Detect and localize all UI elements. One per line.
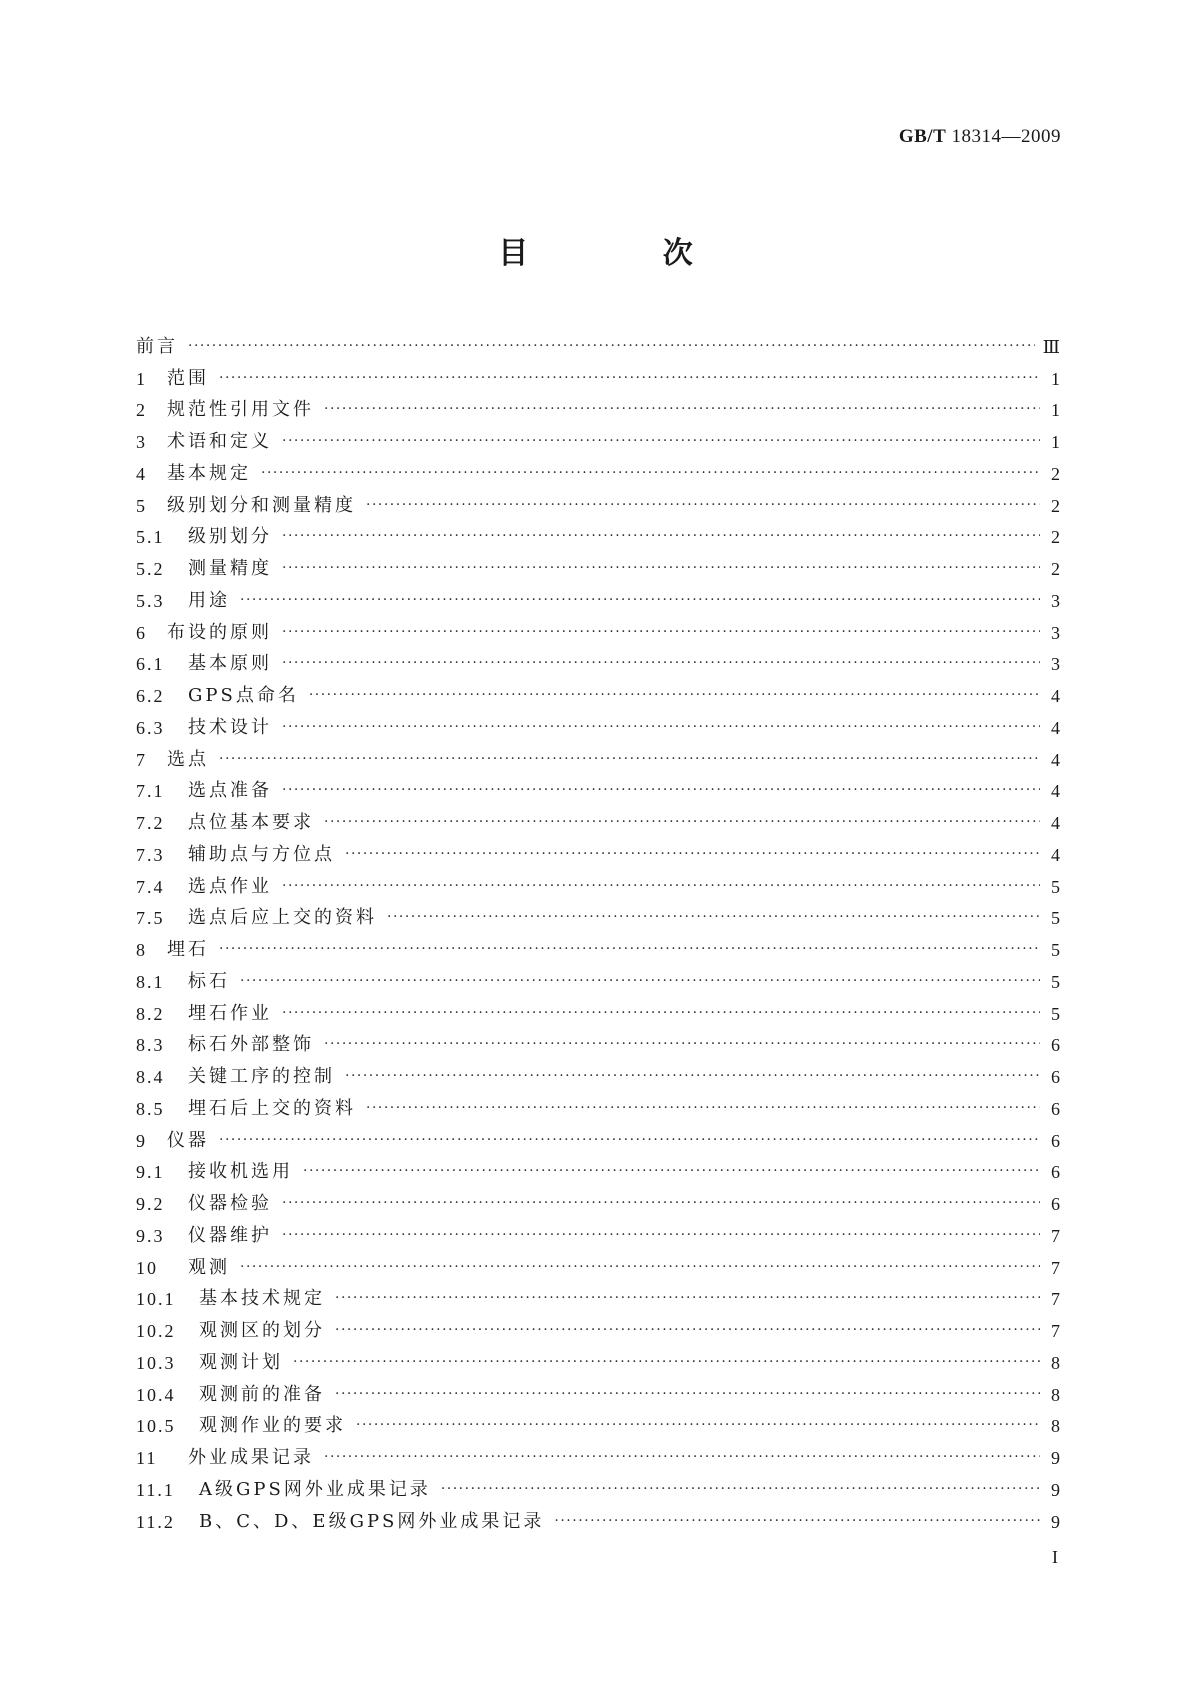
toc-entry-number: 5.3	[136, 590, 165, 611]
toc-entry-page: 1	[1051, 368, 1060, 389]
toc-entry-number: 7.4	[136, 876, 165, 897]
toc-entry-page: 2	[1051, 559, 1060, 580]
toc-entry-number: 8	[136, 940, 147, 961]
toc-entry[interactable]	[136, 1474, 1060, 1506]
toc-leader-dots	[282, 559, 1040, 577]
toc-leader-dots	[345, 1067, 1040, 1085]
toc-entry-title: 选点作业	[188, 875, 272, 897]
toc-entry[interactable]	[136, 966, 1060, 998]
toc-leader-dots	[240, 1258, 1040, 1276]
toc-entry-title: 选点后应上交的资料	[188, 907, 377, 929]
toc-entry-number: 5.2	[136, 559, 165, 580]
toc-entry[interactable]	[136, 331, 1060, 363]
toc-leader-dots	[282, 781, 1040, 799]
toc-entry-title: 标石	[188, 970, 230, 992]
toc-entry-title: 辅助点与方位点	[188, 843, 335, 865]
toc-entry-number: 11.2	[136, 1511, 175, 1532]
toc-entry-page: 5	[1051, 1003, 1060, 1024]
toc-entry-number: 10.1	[136, 1289, 176, 1310]
toc-entry-title: 布设的原则	[167, 621, 272, 643]
toc-leader-dots	[282, 623, 1040, 641]
toc-entry-number: 10.5	[136, 1416, 176, 1437]
toc-entry-title: 基本技术规定	[199, 1288, 325, 1310]
toc-entry-page: 6	[1051, 1194, 1060, 1215]
toc-leader-dots	[324, 813, 1040, 831]
toc-entry-page: 4	[1051, 686, 1060, 707]
toc-entry-title: 埋石	[167, 939, 209, 961]
toc-entry-number: 8.3	[136, 1035, 165, 1056]
toc-entry[interactable]	[136, 363, 1060, 395]
toc-entry-title: 仪器	[167, 1129, 209, 1151]
toc-entry-page: 7	[1051, 1257, 1060, 1278]
toc-entry-number: 10.2	[136, 1321, 176, 1342]
toc-entry[interactable]	[136, 1284, 1060, 1316]
toc-entry-title: 关键工序的控制	[188, 1066, 335, 1088]
toc-entry[interactable]	[136, 871, 1060, 903]
toc-entry-number: 3	[136, 432, 147, 453]
toc-leader-dots	[366, 496, 1040, 514]
toc-entry[interactable]	[136, 1411, 1060, 1443]
toc-entry-title: 仪器检验	[188, 1193, 272, 1215]
toc-entry[interactable]	[136, 1315, 1060, 1347]
toc-entry-page: 2	[1051, 527, 1060, 548]
toc-leader-dots	[282, 527, 1040, 545]
toc-entry-number: 6.3	[136, 717, 165, 738]
toc-leader-dots	[282, 877, 1040, 895]
toc-entry-page: 8	[1051, 1384, 1060, 1405]
toc-entry-number: 8.1	[136, 971, 165, 992]
toc-leader-dots	[303, 1162, 1040, 1180]
standard-prefix: GB/T	[898, 126, 947, 147]
toc-leader-dots	[282, 1004, 1040, 1022]
toc-entry-number: 5.1	[136, 527, 165, 548]
toc-entry-page: 6	[1051, 1162, 1060, 1183]
toc-entry[interactable]	[136, 1188, 1060, 1220]
toc-leader-dots	[282, 432, 1040, 450]
toc-entry-page: 8	[1051, 1416, 1060, 1437]
toc-entry-number: 6.2	[136, 686, 165, 707]
toc-entry[interactable]	[136, 807, 1060, 839]
toc-leader-dots	[324, 1035, 1040, 1053]
toc-entry[interactable]	[136, 522, 1060, 554]
toc-leader-dots	[240, 591, 1040, 609]
toc-entry[interactable]	[136, 744, 1060, 776]
toc-entry-page: 7	[1051, 1289, 1060, 1310]
toc-entry[interactable]	[136, 712, 1060, 744]
toc-leader-dots	[335, 1289, 1040, 1307]
toc-entry-page: 7	[1051, 1321, 1060, 1342]
toc-entry[interactable]	[136, 649, 1060, 681]
toc-entry-number: 9.3	[136, 1225, 165, 1246]
toc-leader-dots	[282, 718, 1040, 736]
toc-leader-dots	[309, 686, 1040, 704]
toc-entry-page: 6	[1051, 1130, 1060, 1151]
toc-entry-number: 6	[136, 622, 147, 643]
toc-leader-dots	[554, 1512, 1040, 1530]
toc-entry-page: 4	[1051, 781, 1060, 802]
toc-entry-title: 仪器维护	[188, 1224, 272, 1246]
toc-leader-dots	[335, 1321, 1040, 1339]
toc-entry[interactable]	[136, 839, 1060, 871]
toc-entry-number: 8.5	[136, 1098, 165, 1119]
toc-entry-title: 选点	[167, 748, 209, 770]
toc-entry-title: 观测区的划分	[199, 1320, 325, 1342]
toc-leader-dots	[441, 1480, 1040, 1498]
toc-entry[interactable]	[136, 395, 1060, 427]
toc-entry-page: Ⅲ	[1042, 336, 1060, 357]
toc-entry-page: 8	[1051, 1352, 1060, 1373]
toc-entry-page: 3	[1051, 654, 1060, 675]
toc-entry-page: 2	[1051, 463, 1060, 484]
toc-entry[interactable]	[136, 1030, 1060, 1062]
toc-entry-number: 7.2	[136, 813, 165, 834]
toc-entry[interactable]	[136, 553, 1060, 585]
toc-entry-page: 2	[1051, 495, 1060, 516]
toc-entry-number: 7	[136, 749, 147, 770]
toc-entry-page: 9	[1051, 1511, 1060, 1532]
toc-entry-title: GPS点命名	[188, 685, 299, 707]
toc-leader-dots	[324, 400, 1040, 418]
toc-entry-title: 级别划分	[188, 526, 272, 548]
toc-entry-title: 规范性引用文件	[167, 399, 314, 421]
toc-entry-page: 5	[1051, 876, 1060, 897]
toc-leader-dots	[219, 940, 1040, 958]
toc-leader-dots	[219, 1131, 1040, 1149]
toc-entry-title: 外业成果记录	[188, 1447, 314, 1469]
toc-entry-title: 接收机选用	[188, 1161, 293, 1183]
toc-entry-page: 1	[1051, 432, 1060, 453]
toc-entry-number: 1	[136, 368, 147, 389]
toc-entry-page: 5	[1051, 971, 1060, 992]
toc-entry-number: 7.1	[136, 781, 165, 802]
toc-leader-dots	[293, 1353, 1040, 1371]
toc-entry-number: 4	[136, 463, 147, 484]
toc-entry-title: 选点准备	[188, 780, 272, 802]
toc-entry-page: 9	[1051, 1479, 1060, 1500]
toc-entry-number: 2	[136, 400, 147, 421]
toc-entry-number: 7.3	[136, 844, 165, 865]
toc-entry[interactable]	[136, 1252, 1060, 1284]
toc-entry-title: 观测前的准备	[199, 1383, 325, 1405]
toc-entry[interactable]	[136, 1125, 1060, 1157]
toc-entry-title: 用途	[188, 589, 230, 611]
toc-entry-title: B、C、D、E级GPS网外业成果记录	[199, 1510, 545, 1532]
toc-entry-title: 观测计划	[199, 1351, 283, 1373]
toc-entry-number: 10	[136, 1257, 158, 1278]
toc-entry-title: 观测作业的要求	[199, 1415, 346, 1437]
toc-entry-number: 5	[136, 495, 147, 516]
page-number: I	[1052, 1547, 1058, 1567]
toc-entry-page: 3	[1051, 590, 1060, 611]
toc-entry-page: 1	[1051, 400, 1060, 421]
toc-entry[interactable]	[136, 458, 1060, 490]
toc-leader-dots	[282, 654, 1040, 672]
toc-leader-dots	[387, 908, 1040, 926]
toc-entry-title: 埋石作业	[188, 1002, 272, 1024]
toc-entry-number: 10.3	[136, 1352, 176, 1373]
toc-leader-dots	[282, 1226, 1040, 1244]
toc-entry[interactable]	[136, 1506, 1060, 1538]
toc-entry-page: 7	[1051, 1225, 1060, 1246]
toc-entry-page: 4	[1051, 844, 1060, 865]
toc-entry-page: 5	[1051, 940, 1060, 961]
toc-leader-dots	[324, 1448, 1040, 1466]
toc-entry-title: 术语和定义	[167, 431, 272, 453]
toc-heading: 目 次	[498, 236, 755, 271]
toc-entry[interactable]	[136, 1061, 1060, 1093]
standard-number	[899, 126, 1061, 148]
toc-entry-title: 点位基本要求	[188, 812, 314, 834]
toc-entry-title: 埋石后上交的资料	[188, 1097, 356, 1119]
toc-entry-title: A级GPS网外业成果记录	[199, 1478, 431, 1500]
toc-entry-number: 9.1	[136, 1162, 165, 1183]
toc-entry-page: 3	[1051, 622, 1060, 643]
toc-leader-dots	[282, 1194, 1040, 1212]
toc-entry[interactable]	[136, 903, 1060, 935]
toc-entry-number: 10.4	[136, 1384, 176, 1405]
toc-entry[interactable]	[136, 998, 1060, 1030]
toc-entry-title: 技术设计	[188, 716, 272, 738]
toc-entry-title: 范围	[167, 367, 209, 389]
toc-leader-dots	[240, 972, 1040, 990]
toc-entry-title: 基本规定	[167, 462, 251, 484]
toc-leader-dots	[219, 750, 1040, 768]
toc-entry-title: 前言	[136, 335, 178, 357]
toc-entry[interactable]	[136, 585, 1060, 617]
toc-entry-page: 6	[1051, 1098, 1060, 1119]
toc-entry[interactable]	[136, 490, 1060, 522]
toc-entry-page: 6	[1051, 1067, 1060, 1088]
toc-entry-page: 4	[1051, 749, 1060, 770]
toc-leader-dots	[219, 369, 1040, 387]
toc-leader-dots	[335, 1385, 1040, 1403]
toc-leader-dots	[366, 1099, 1040, 1117]
standard-code: 18314—2009	[951, 126, 1061, 147]
toc-entry[interactable]	[136, 1157, 1060, 1189]
toc-entry[interactable]	[136, 426, 1060, 458]
toc-entry-number: 6.1	[136, 654, 165, 675]
toc-entry-number: 11	[136, 1448, 158, 1469]
toc-entry-page: 9	[1051, 1448, 1060, 1469]
toc-entry[interactable]	[136, 1379, 1060, 1411]
toc-leader-dots	[356, 1416, 1040, 1434]
toc-entry-title: 测量精度	[188, 558, 272, 580]
toc-entry[interactable]	[136, 617, 1060, 649]
toc-entry-number: 8.4	[136, 1067, 165, 1088]
toc-entry-title: 级别划分和测量精度	[167, 494, 356, 516]
toc-entry[interactable]	[136, 1347, 1060, 1379]
toc-entry[interactable]	[136, 776, 1060, 808]
toc-entry[interactable]	[136, 1220, 1060, 1252]
toc-entry[interactable]	[136, 1442, 1060, 1474]
toc-entry-title: 标石外部整饰	[188, 1034, 314, 1056]
toc-leader-dots	[261, 464, 1040, 482]
toc-entry-title: 基本原则	[188, 653, 272, 675]
toc-entry-title: 观测	[188, 1256, 230, 1278]
toc-entry-number: 11.1	[136, 1479, 175, 1500]
toc-entry-number: 7.5	[136, 908, 165, 929]
toc-entry[interactable]	[136, 680, 1060, 712]
toc-entry-page: 4	[1051, 717, 1060, 738]
toc-entry-page: 5	[1051, 908, 1060, 929]
toc-entry-page: 4	[1051, 813, 1060, 834]
toc-entry-number: 9	[136, 1130, 147, 1151]
toc-entry-number: 8.2	[136, 1003, 165, 1024]
toc-entry-number: 9.2	[136, 1194, 165, 1215]
toc-leader-dots	[188, 337, 1035, 355]
toc-leader-dots	[345, 845, 1040, 863]
table-of-contents	[136, 331, 1060, 1538]
toc-entry[interactable]	[136, 934, 1060, 966]
toc-entry-page: 6	[1051, 1035, 1060, 1056]
toc-entry[interactable]	[136, 1093, 1060, 1125]
